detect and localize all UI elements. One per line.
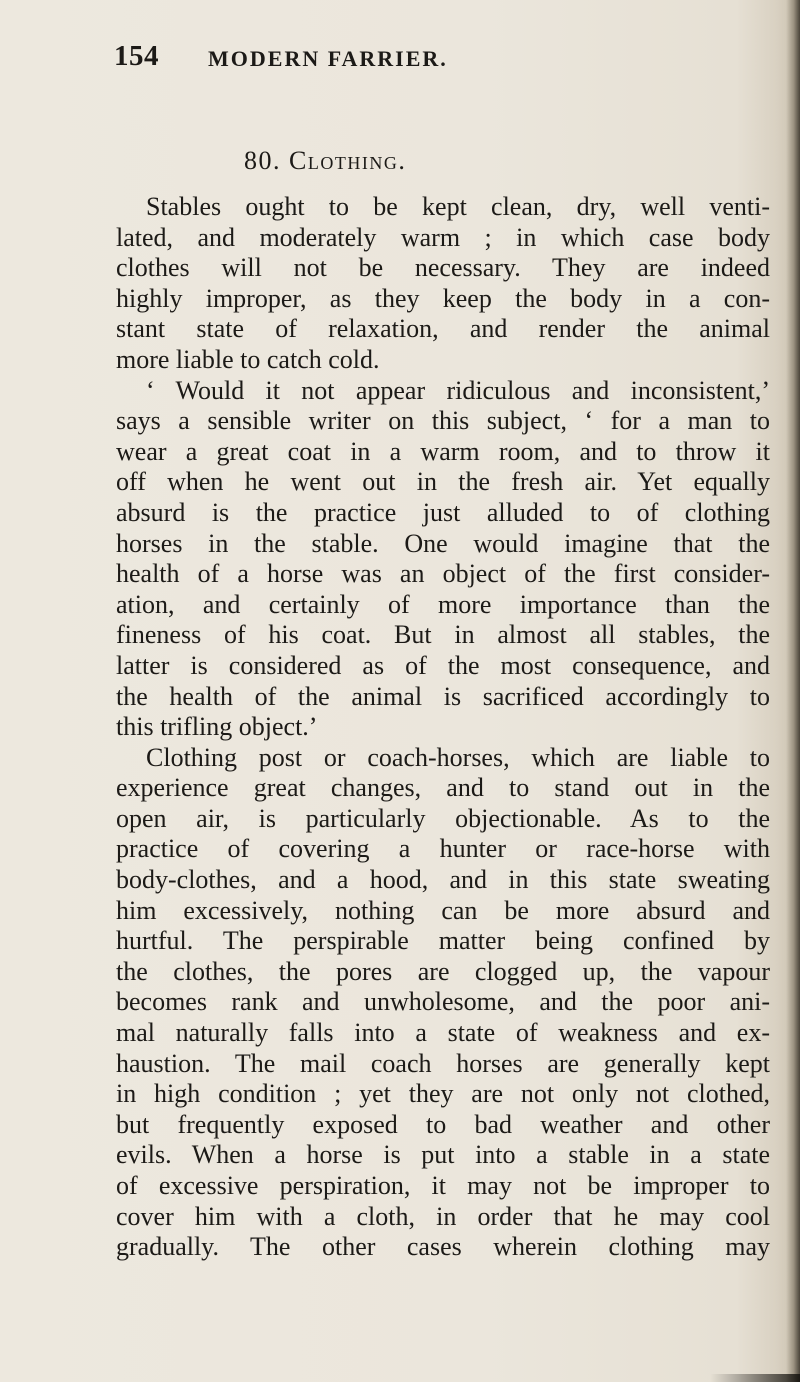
text-line: experience great changes, and to stand out in the	[116, 773, 770, 803]
running-header	[114, 40, 734, 80]
text-line: stant state of relaxation, and render the animal	[116, 314, 770, 344]
page-edge-shadow	[786, 0, 800, 1382]
text-line: the health of the animal is sacrificed accordingly to	[116, 681, 770, 711]
text-line: ‘ Would it not appear ridiculous and inconsistent,’	[146, 375, 770, 405]
text-line: highly improper, as they keep the body in a con-	[116, 283, 770, 313]
text-line: horses in the stable. One would imagine that the	[116, 528, 770, 558]
text-line: says a sensible writer on this subject, ‘ for a man to	[116, 406, 770, 436]
text-line: mal naturally falls into a state of weakness and ex-	[116, 1018, 770, 1048]
text-line: the clothes, the pores are clogged up, the vapour	[116, 956, 770, 986]
text-line: fineness of his coat. But in almost all stables, the	[116, 620, 770, 650]
text-line: wear a great coat in a warm room, and to throw it	[116, 436, 770, 466]
text-line: clothes will not be necessary. They are indeed	[116, 253, 770, 283]
text-line: lated, and moderately warm ; in which case body	[116, 222, 770, 252]
text-line: Stables ought to be kept clean, dry, well venti-	[146, 192, 770, 221]
text-line: off when he went out in the fresh air. Yet equally	[116, 467, 770, 497]
body-text	[116, 192, 770, 1263]
text-line: of excessive perspiration, it may not be improper to	[116, 1171, 770, 1200]
text-line: evils. When a horse is put into a stable in a state	[116, 1140, 770, 1170]
text-line: haustion. The mail coach horses are generally kept	[116, 1048, 770, 1078]
page-number: 154	[114, 40, 159, 72]
text-line: health of a horse was an object of the first consider-	[116, 559, 770, 589]
section-heading: 80. Clothing.	[244, 146, 407, 175]
text-line: Clothing post or coach-horses, which are liable to	[146, 742, 770, 772]
page-corner-shadow	[710, 1374, 800, 1382]
text-line: him excessively, nothing can be more absurd and	[116, 895, 770, 925]
text-line: practice of covering a hunter or race-horse with	[116, 834, 770, 864]
text-line: but frequently exposed to bad weather and other	[116, 1109, 770, 1139]
text-line: gradually. The other cases wherein clothing may	[116, 1232, 770, 1262]
text-line: becomes rank and unwholesome, and the poor ani-	[116, 987, 770, 1017]
text-line: in high condition ; yet they are not only not clothed,	[116, 1079, 770, 1109]
text-line: absurd is the practice just alluded to of clothing	[116, 497, 770, 527]
text-line: hurtful. The perspirable matter being confined by	[116, 926, 770, 956]
text-line: cover him with a cloth, in order that he may cool	[116, 1201, 770, 1231]
text-line: latter is considered as of the most consequence, and	[116, 650, 770, 680]
text-line: this trifling object.’	[116, 712, 318, 742]
text-line: body-clothes, and a hood, and in this state sweating	[116, 865, 770, 895]
text-line: ation, and certainly of more importance than the	[116, 589, 770, 619]
text-line: more liable to catch cold.	[116, 344, 380, 374]
text-line: open air, is particularly objectionable. As to the	[116, 803, 770, 833]
running-title: MODERN FARRIER.	[208, 46, 448, 71]
